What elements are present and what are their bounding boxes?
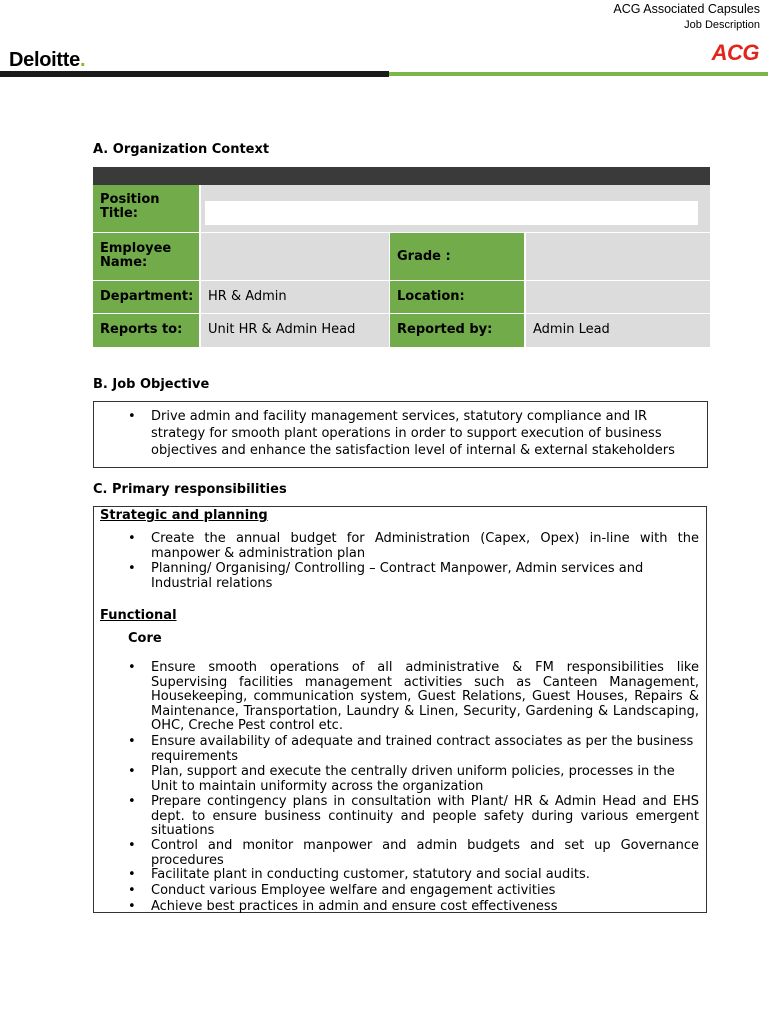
job-objective-box [93,401,708,468]
grade-label: Grade : [390,233,524,280]
deloitte-logo: Deloitte. [9,49,86,71]
grade-value [526,233,710,280]
list-item: • Prepare contingency plans in consultation with Plant/ HR & Admin Head and EHS dept. to ensure business continuity and people safety during various emergent situations [128,794,699,839]
list-item: • Ensure availability of adequate and trained contract associates as per the business requirements [128,734,694,764]
list-item: • Planning/ Organising/ Controlling – Contract Manpower, Admin services and Industrial relations [128,561,644,591]
functional-heading: Functional [100,608,177,623]
section-a-title: A. Organization Context [93,142,270,157]
section-c-title: C. Primary responsibilities [93,482,287,497]
header-divider-green [389,72,768,76]
reported-by-label: Reported by: [390,314,524,347]
document-type: Job Description [684,19,760,31]
organization-context-table [93,167,710,347]
section-b-title: B. Job Objective [93,377,210,392]
responsibilities-box [93,506,707,913]
reports-to-label: Reports to: [93,314,199,347]
document-header [613,2,760,33]
strategic-heading: Strategic and planning [100,508,268,523]
list-item: • Conduct various Employee welfare and engagement activities [128,883,556,898]
list-item: • Achieve best practices in admin and ensure cost effectiveness [128,899,558,914]
list-item: • Control and monitor manpower and admin budgets and set up Governance procedures [128,838,699,868]
core-heading: Core [128,631,162,646]
position-title-cell [201,185,710,232]
employee-name-label: Employee Name: [93,233,199,280]
employee-name-value [201,233,389,280]
header-divider-dark [0,71,389,77]
table-header-bar [93,167,710,185]
reports-to-value: Unit HR & Admin Head [201,314,389,347]
company-name: ACG Associated Capsules [613,2,760,16]
department-value: HR & Admin [201,281,389,313]
list-item: • Drive admin and facility management services, statutory compliance and IR strategy for smooth plant operations in order to support execution of business objectives and enhance the satisfaction level of internal & external stakeholders [128,409,675,458]
location-value [526,281,710,313]
objective-list [128,408,686,459]
list-item: • Ensure smooth operations of all administrative & FM responsibilities like Supervising facilities management activities such as Canteen Management, Housekeeping, communication system, Guest Relations, Guest Houses, Repairs & Maintenance, Transportation, Laundry & Linen, Security, Gardening & Landscaping, OHC, Creche Pest control etc. [128,660,699,734]
list-item: • Create the annual budget for Administration (Capex, Opex) in-line with the manpower & administration plan [128,531,699,561]
location-label: Location: [390,281,524,313]
list-item: • Plan, support and execute the centrally driven uniform policies, processes in the Unit to maintain uniformity across the organization [128,764,675,794]
reported-by-value: Admin Lead [526,314,710,347]
strategic-list [128,531,699,591]
core-list [128,660,699,915]
position-title-field[interactable] [205,201,698,225]
department-label: Department: [93,281,199,313]
position-title-label: Position Title: [93,185,199,232]
acg-logo: ACG [711,40,759,65]
list-item: • Facilitate plant in conducting customer, statutory and social audits. [128,867,590,882]
